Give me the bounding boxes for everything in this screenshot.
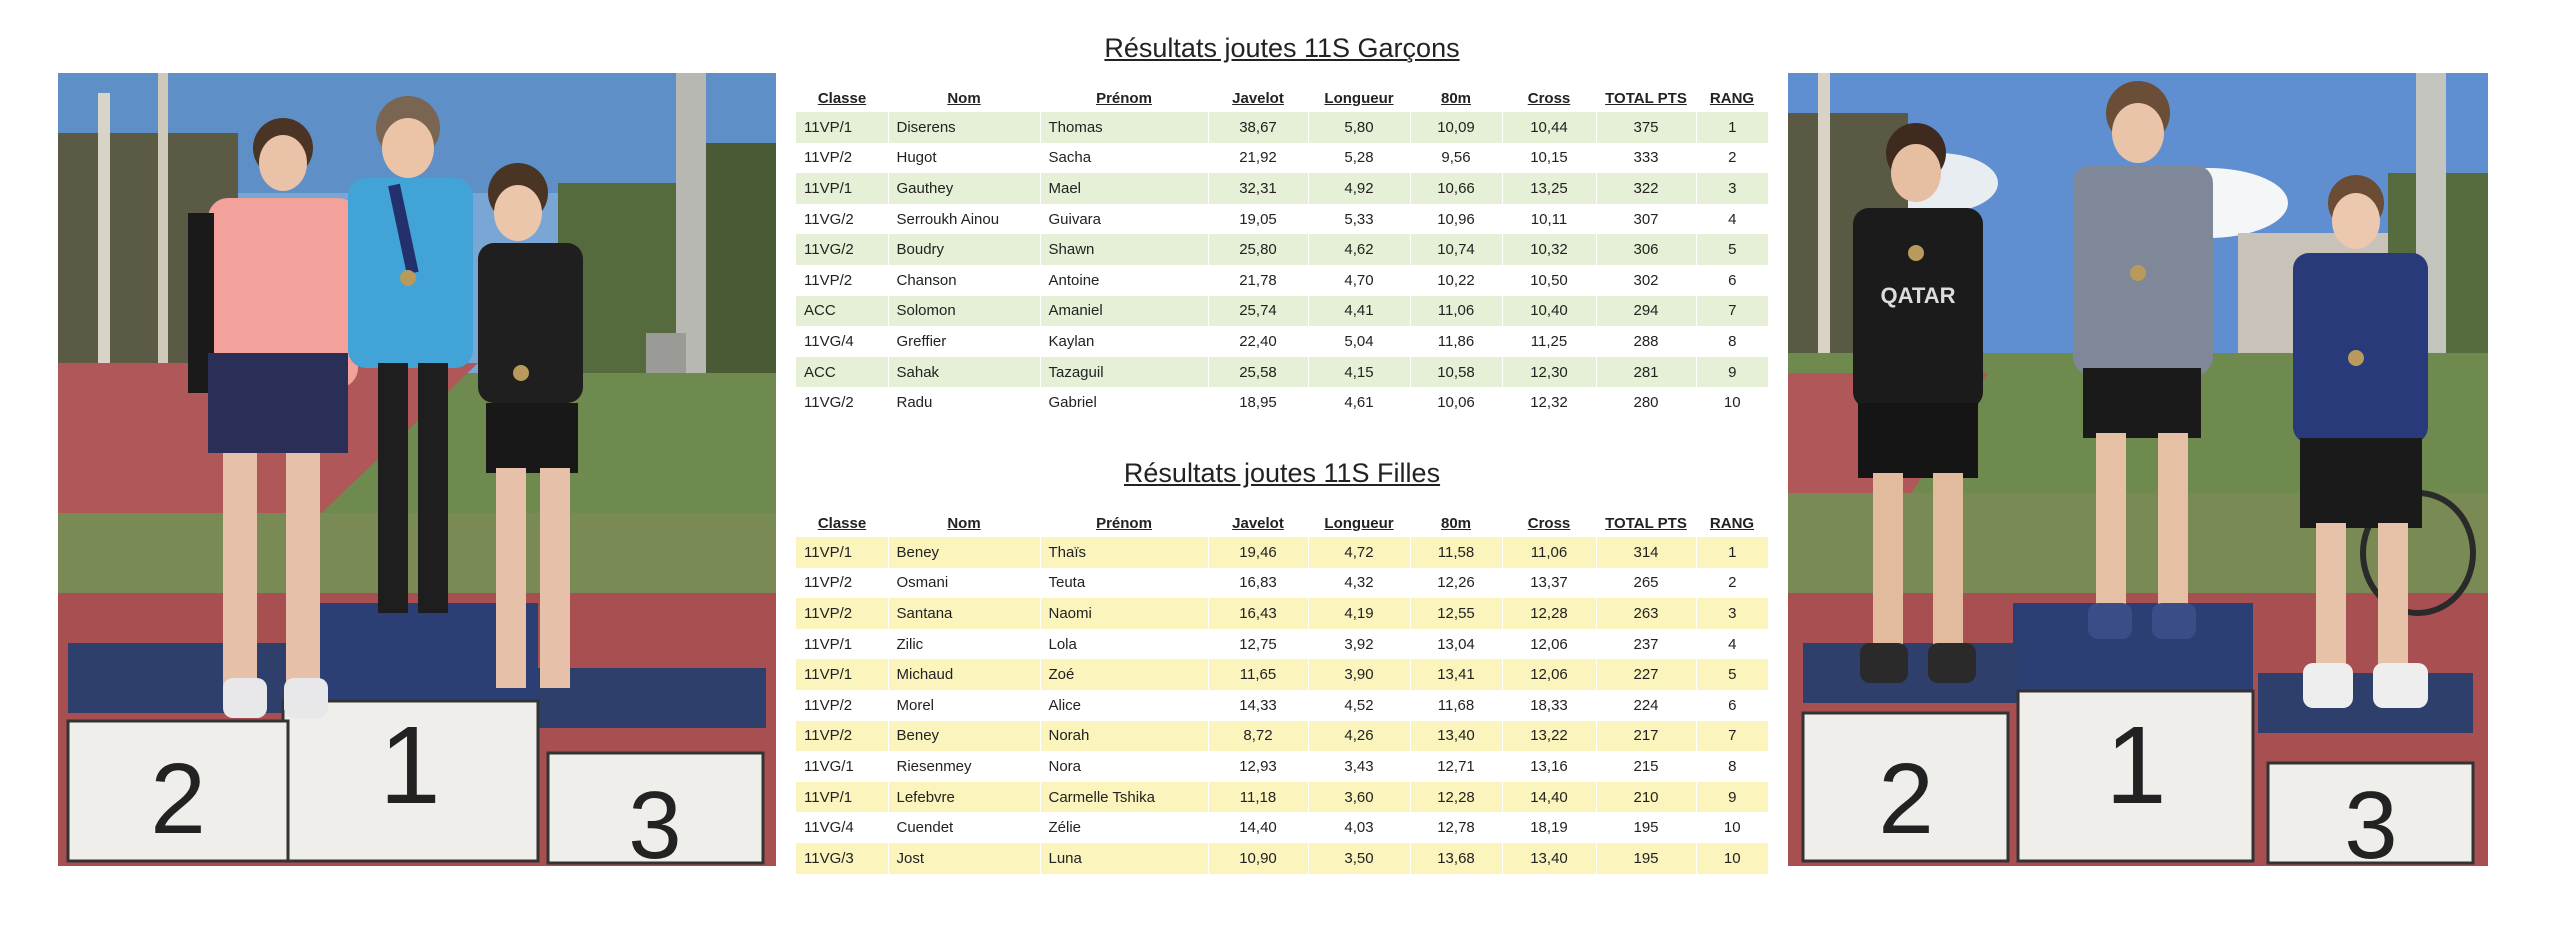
cell-cross: 18,19 xyxy=(1502,812,1596,843)
cell-80m: 13,40 xyxy=(1410,721,1502,752)
cell-longueur: 4,70 xyxy=(1308,265,1410,296)
cell-80m: 10,06 xyxy=(1410,387,1502,418)
cell-longueur: 4,72 xyxy=(1308,537,1410,568)
cell-80m: 12,26 xyxy=(1410,568,1502,599)
girls-podium-illustration xyxy=(58,73,776,866)
cell-rang: 5 xyxy=(1696,234,1768,265)
cell-cross: 10,11 xyxy=(1502,204,1596,235)
cell-rang: 6 xyxy=(1696,265,1768,296)
cell-longueur: 5,04 xyxy=(1308,326,1410,357)
cell-nom: Gauthey xyxy=(888,173,1040,204)
cell-javelot: 10,90 xyxy=(1208,843,1308,874)
cell-classe: 11VG/2 xyxy=(804,210,854,228)
cell-prenom: Mael xyxy=(1040,173,1208,204)
cell-cross: 10,15 xyxy=(1502,143,1596,174)
cell-80m: 11,68 xyxy=(1410,690,1502,721)
cell-longueur: 4,15 xyxy=(1308,357,1410,388)
cell-nom: Sahak xyxy=(888,357,1040,388)
table-row xyxy=(796,326,1768,357)
cell-cross: 13,25 xyxy=(1502,173,1596,204)
cell-longueur: 4,61 xyxy=(1308,387,1410,418)
table-row xyxy=(796,387,1768,418)
cell-classe: 11VP/2 xyxy=(804,271,853,289)
cell-nom: Lefebvre xyxy=(888,782,1040,813)
cell-80m: 12,78 xyxy=(1410,812,1502,843)
cell-rang: 10 xyxy=(1696,387,1768,418)
column-header-nom: Nom xyxy=(947,514,981,532)
cell-nom: Diserens xyxy=(888,112,1040,143)
cell-nom: Riesenmey xyxy=(888,751,1040,782)
column-header-classe: Classe xyxy=(817,89,867,107)
cell-rang: 8 xyxy=(1696,751,1768,782)
cell-classe: 11VP/2 xyxy=(804,574,853,592)
cell-javelot: 22,40 xyxy=(1208,326,1308,357)
column-header-nom: Nom xyxy=(947,89,981,107)
column-header-rang: RANG xyxy=(1709,514,1755,532)
column-header-javelot: Javelot xyxy=(1232,89,1284,107)
cell-rang: 1 xyxy=(1696,537,1768,568)
cell-nom: Zilic xyxy=(888,629,1040,660)
cell-total-pts: 306 xyxy=(1596,234,1696,265)
cell-80m: 10,74 xyxy=(1410,234,1502,265)
cell-80m: 12,71 xyxy=(1410,751,1502,782)
boys-results-table xyxy=(796,84,1768,418)
cell-javelot: 14,33 xyxy=(1208,690,1308,721)
cell-classe: 11VP/1 xyxy=(796,112,888,143)
cell-javelot: 16,83 xyxy=(1208,568,1308,599)
boys-table-body xyxy=(796,112,1768,418)
podium-second-label: 2 xyxy=(150,743,206,855)
cell-cross: 12,06 xyxy=(1502,629,1596,660)
cell-rang: 4 xyxy=(1696,204,1768,235)
cell-nom: Cuendet xyxy=(888,812,1040,843)
column-header-80m: 80m xyxy=(1440,89,1472,107)
cell-rang: 9 xyxy=(1696,782,1768,813)
boys-podium-illustration xyxy=(1788,73,2488,866)
cell-javelot: 8,72 xyxy=(1208,721,1308,752)
column-header-80m: 80m xyxy=(1440,514,1472,532)
table-row xyxy=(796,234,1768,265)
cell-rang: 10 xyxy=(1696,843,1768,874)
cell-rang: 2 xyxy=(1696,568,1768,599)
cell-cross: 12,28 xyxy=(1502,598,1596,629)
podium-third-label: 3 xyxy=(628,772,682,866)
table-row xyxy=(796,598,1768,629)
cell-javelot: 16,43 xyxy=(1208,598,1308,629)
cell-classe: 11VG/4 xyxy=(804,819,854,837)
cell-total-pts: 322 xyxy=(1596,173,1696,204)
cell-rang: 7 xyxy=(1696,721,1768,752)
cell-prenom: Zélie xyxy=(1040,812,1208,843)
cell-longueur: 4,41 xyxy=(1308,296,1410,327)
cell-classe: 11VG/2 xyxy=(796,234,888,265)
table-row xyxy=(796,843,1768,874)
cell-rang: 4 xyxy=(1696,629,1768,660)
cell-cross: 13,22 xyxy=(1502,721,1596,752)
cell-longueur: 4,03 xyxy=(1308,812,1410,843)
column-header-prenom: Prénom xyxy=(1096,514,1152,532)
girls-results-section xyxy=(796,455,1768,874)
cell-longueur: 5,80 xyxy=(1308,112,1410,143)
boys-podium-photo xyxy=(1788,73,2488,866)
cell-classe: 11VG/3 xyxy=(796,843,888,874)
cell-nom: Beney xyxy=(888,537,1040,568)
boys-results-section xyxy=(796,30,1768,418)
cell-cross: 12,30 xyxy=(1502,357,1596,388)
cell-total-pts: 195 xyxy=(1596,812,1696,843)
podium-first-label: 1 xyxy=(2105,704,2167,827)
cell-nom: Osmani xyxy=(888,568,1040,599)
cell-longueur: 5,33 xyxy=(1308,204,1410,235)
cell-javelot: 14,40 xyxy=(1208,812,1308,843)
cell-javelot: 21,92 xyxy=(1208,143,1308,174)
cell-total-pts: 307 xyxy=(1596,204,1696,235)
cell-longueur: 3,60 xyxy=(1308,782,1410,813)
jersey-sponsor-text: QATAR xyxy=(1880,283,1956,308)
cell-longueur: 4,19 xyxy=(1308,598,1410,629)
cell-80m: 10,58 xyxy=(1410,357,1502,388)
cell-total-pts: 280 xyxy=(1596,387,1696,418)
cell-nom: Michaud xyxy=(888,659,1040,690)
cell-80m: 12,55 xyxy=(1410,598,1502,629)
cell-nom: Morel xyxy=(888,690,1040,721)
table-header-row xyxy=(796,509,1768,537)
cell-prenom: Thomas xyxy=(1040,112,1208,143)
table-row xyxy=(796,143,1768,174)
cell-rang: 6 xyxy=(1696,690,1768,721)
cell-nom: Greffier xyxy=(888,326,1040,357)
cell-rang: 2 xyxy=(1696,143,1768,174)
cell-total-pts: 237 xyxy=(1596,629,1696,660)
cell-total-pts: 314 xyxy=(1596,537,1696,568)
cell-nom: Santana xyxy=(888,598,1040,629)
cell-nom: Radu xyxy=(888,387,1040,418)
table-row xyxy=(796,721,1768,752)
cell-cross: 12,32 xyxy=(1502,387,1596,418)
cell-javelot: 32,31 xyxy=(1208,173,1308,204)
table-row xyxy=(796,812,1768,843)
cell-javelot: 25,74 xyxy=(1208,296,1308,327)
podium-first-label: 1 xyxy=(379,704,441,827)
girls-results-title: Résultats joutes 11S Filles xyxy=(1123,458,1441,488)
cell-longueur: 3,43 xyxy=(1308,751,1410,782)
cell-prenom: Sacha xyxy=(1040,143,1208,174)
table-row xyxy=(796,537,1768,568)
cell-longueur: 3,92 xyxy=(1308,629,1410,660)
table-row xyxy=(796,204,1768,235)
cell-prenom: Kaylan xyxy=(1040,326,1208,357)
column-header-rang: RANG xyxy=(1709,89,1755,107)
cell-prenom: Amaniel xyxy=(1040,296,1208,327)
cell-cross: 13,16 xyxy=(1502,751,1596,782)
table-row xyxy=(796,265,1768,296)
cell-total-pts: 210 xyxy=(1596,782,1696,813)
column-header-total-pts: TOTAL PTS xyxy=(1605,514,1687,532)
cell-javelot: 11,65 xyxy=(1208,659,1308,690)
column-header-total-pts: TOTAL PTS xyxy=(1605,89,1687,107)
cell-80m: 11,86 xyxy=(1410,326,1502,357)
cell-prenom: Shawn xyxy=(1040,234,1208,265)
column-header-cross: Cross xyxy=(1527,514,1571,532)
cell-80m: 10,09 xyxy=(1410,112,1502,143)
girls-podium-photo xyxy=(58,73,776,866)
cell-longueur: 3,90 xyxy=(1308,659,1410,690)
cell-80m: 13,04 xyxy=(1410,629,1502,660)
cell-nom: Chanson xyxy=(888,265,1040,296)
cell-javelot: 38,67 xyxy=(1208,112,1308,143)
cell-javelot: 11,18 xyxy=(1208,782,1308,813)
cell-javelot: 18,95 xyxy=(1208,387,1308,418)
girls-results-table xyxy=(796,509,1768,874)
column-header-longueur: Longueur xyxy=(1324,514,1394,532)
table-row xyxy=(796,296,1768,327)
cell-80m: 13,68 xyxy=(1410,843,1502,874)
cell-total-pts: 263 xyxy=(1596,598,1696,629)
podium-third-label: 3 xyxy=(2344,772,2398,866)
cell-prenom: Carmelle Tshika xyxy=(1040,782,1208,813)
cell-80m: 10,66 xyxy=(1410,173,1502,204)
cell-cross: 10,32 xyxy=(1502,234,1596,265)
cell-classe: 11VG/4 xyxy=(804,332,854,350)
cell-longueur: 4,92 xyxy=(1308,173,1410,204)
cell-longueur: 5,28 xyxy=(1308,143,1410,174)
table-row xyxy=(796,629,1768,660)
cell-nom: Serroukh Ainou xyxy=(888,204,1040,235)
cell-classe: 11VP/2 xyxy=(796,598,888,629)
table-row xyxy=(796,568,1768,599)
cell-longueur: 4,52 xyxy=(1308,690,1410,721)
column-header-prenom: Prénom xyxy=(1096,89,1152,107)
cell-nom: Hugot xyxy=(888,143,1040,174)
cell-cross: 13,40 xyxy=(1502,843,1596,874)
cell-classe: 11VP/1 xyxy=(796,173,888,204)
cell-prenom: Tazaguil xyxy=(1040,357,1208,388)
cell-javelot: 19,46 xyxy=(1208,537,1308,568)
cell-total-pts: 217 xyxy=(1596,721,1696,752)
cell-80m: 11,58 xyxy=(1410,537,1502,568)
cell-prenom: Guivara xyxy=(1040,204,1208,235)
cell-total-pts: 227 xyxy=(1596,659,1696,690)
column-header-javelot: Javelot xyxy=(1232,514,1284,532)
cell-80m: 12,28 xyxy=(1410,782,1502,813)
cell-longueur: 4,32 xyxy=(1308,568,1410,599)
cell-prenom: Zoé xyxy=(1040,659,1208,690)
cell-rang: 1 xyxy=(1696,112,1768,143)
cell-cross: 13,37 xyxy=(1502,568,1596,599)
cell-cross: 10,50 xyxy=(1502,265,1596,296)
cell-80m: 13,41 xyxy=(1410,659,1502,690)
cell-total-pts: 302 xyxy=(1596,265,1696,296)
table-row xyxy=(796,782,1768,813)
cell-prenom: Thaïs xyxy=(1040,537,1208,568)
cell-cross: 10,40 xyxy=(1502,296,1596,327)
cell-total-pts: 195 xyxy=(1596,843,1696,874)
cell-cross: 11,06 xyxy=(1502,537,1596,568)
cell-classe: 11VP/2 xyxy=(804,696,853,714)
cell-cross: 11,25 xyxy=(1502,326,1596,357)
column-header-longueur: Longueur xyxy=(1324,89,1394,107)
table-row xyxy=(796,173,1768,204)
cell-nom: Jost xyxy=(888,843,1040,874)
cell-classe: ACC xyxy=(796,296,888,327)
cell-80m: 10,96 xyxy=(1410,204,1502,235)
cell-classe: 11VG/1 xyxy=(804,757,854,775)
cell-rang: 10 xyxy=(1696,812,1768,843)
cell-longueur: 3,50 xyxy=(1308,843,1410,874)
cell-rang: 3 xyxy=(1696,173,1768,204)
cell-prenom: Luna xyxy=(1040,843,1208,874)
cell-classe: 11VP/2 xyxy=(796,721,888,752)
cell-cross: 12,06 xyxy=(1502,659,1596,690)
cell-rang: 7 xyxy=(1696,296,1768,327)
table-row xyxy=(796,112,1768,143)
cell-rang: 5 xyxy=(1696,659,1768,690)
cell-classe: 11VP/1 xyxy=(796,782,888,813)
cell-javelot: 25,80 xyxy=(1208,234,1308,265)
cell-prenom: Lola xyxy=(1040,629,1208,660)
cell-classe: 11VP/1 xyxy=(796,537,888,568)
girls-table-body xyxy=(796,537,1768,874)
cell-cross: 10,44 xyxy=(1502,112,1596,143)
cell-nom: Beney xyxy=(888,721,1040,752)
cell-prenom: Nora xyxy=(1040,751,1208,782)
cell-classe: 11VP/1 xyxy=(796,659,888,690)
cell-prenom: Antoine xyxy=(1040,265,1208,296)
cell-total-pts: 375 xyxy=(1596,112,1696,143)
cell-javelot: 12,93 xyxy=(1208,751,1308,782)
cell-classe: 11VP/2 xyxy=(804,149,853,167)
cell-total-pts: 294 xyxy=(1596,296,1696,327)
cell-prenom: Norah xyxy=(1040,721,1208,752)
table-row xyxy=(796,690,1768,721)
cell-80m: 10,22 xyxy=(1410,265,1502,296)
cell-total-pts: 281 xyxy=(1596,357,1696,388)
column-header-cross: Cross xyxy=(1527,89,1571,107)
cell-classe: ACC xyxy=(796,357,888,388)
cell-total-pts: 333 xyxy=(1596,143,1696,174)
column-header-classe: Classe xyxy=(817,514,867,532)
cell-classe: 11VP/1 xyxy=(804,635,853,653)
cell-longueur: 4,62 xyxy=(1308,234,1410,265)
table-header-row xyxy=(796,84,1768,112)
cell-javelot: 21,78 xyxy=(1208,265,1308,296)
cell-rang: 9 xyxy=(1696,357,1768,388)
cell-80m: 9,56 xyxy=(1410,143,1502,174)
cell-javelot: 25,58 xyxy=(1208,357,1308,388)
cell-prenom: Teuta xyxy=(1040,568,1208,599)
cell-cross: 14,40 xyxy=(1502,782,1596,813)
cell-nom: Boudry xyxy=(888,234,1040,265)
cell-prenom: Alice xyxy=(1040,690,1208,721)
cell-javelot: 19,05 xyxy=(1208,204,1308,235)
cell-total-pts: 288 xyxy=(1596,326,1696,357)
table-row xyxy=(796,751,1768,782)
table-row xyxy=(796,659,1768,690)
table-row xyxy=(796,357,1768,388)
cell-cross: 18,33 xyxy=(1502,690,1596,721)
cell-prenom: Gabriel xyxy=(1040,387,1208,418)
cell-80m: 11,06 xyxy=(1410,296,1502,327)
cell-total-pts: 265 xyxy=(1596,568,1696,599)
cell-total-pts: 215 xyxy=(1596,751,1696,782)
cell-nom: Solomon xyxy=(888,296,1040,327)
cell-rang: 8 xyxy=(1696,326,1768,357)
podium-second-label: 2 xyxy=(1878,743,1934,855)
cell-rang: 3 xyxy=(1696,598,1768,629)
boys-results-title: Résultats joutes 11S Garçons xyxy=(1104,33,1460,63)
cell-classe: 11VG/2 xyxy=(804,394,854,412)
cell-total-pts: 224 xyxy=(1596,690,1696,721)
cell-longueur: 4,26 xyxy=(1308,721,1410,752)
cell-prenom: Naomi xyxy=(1040,598,1208,629)
cell-javelot: 12,75 xyxy=(1208,629,1308,660)
